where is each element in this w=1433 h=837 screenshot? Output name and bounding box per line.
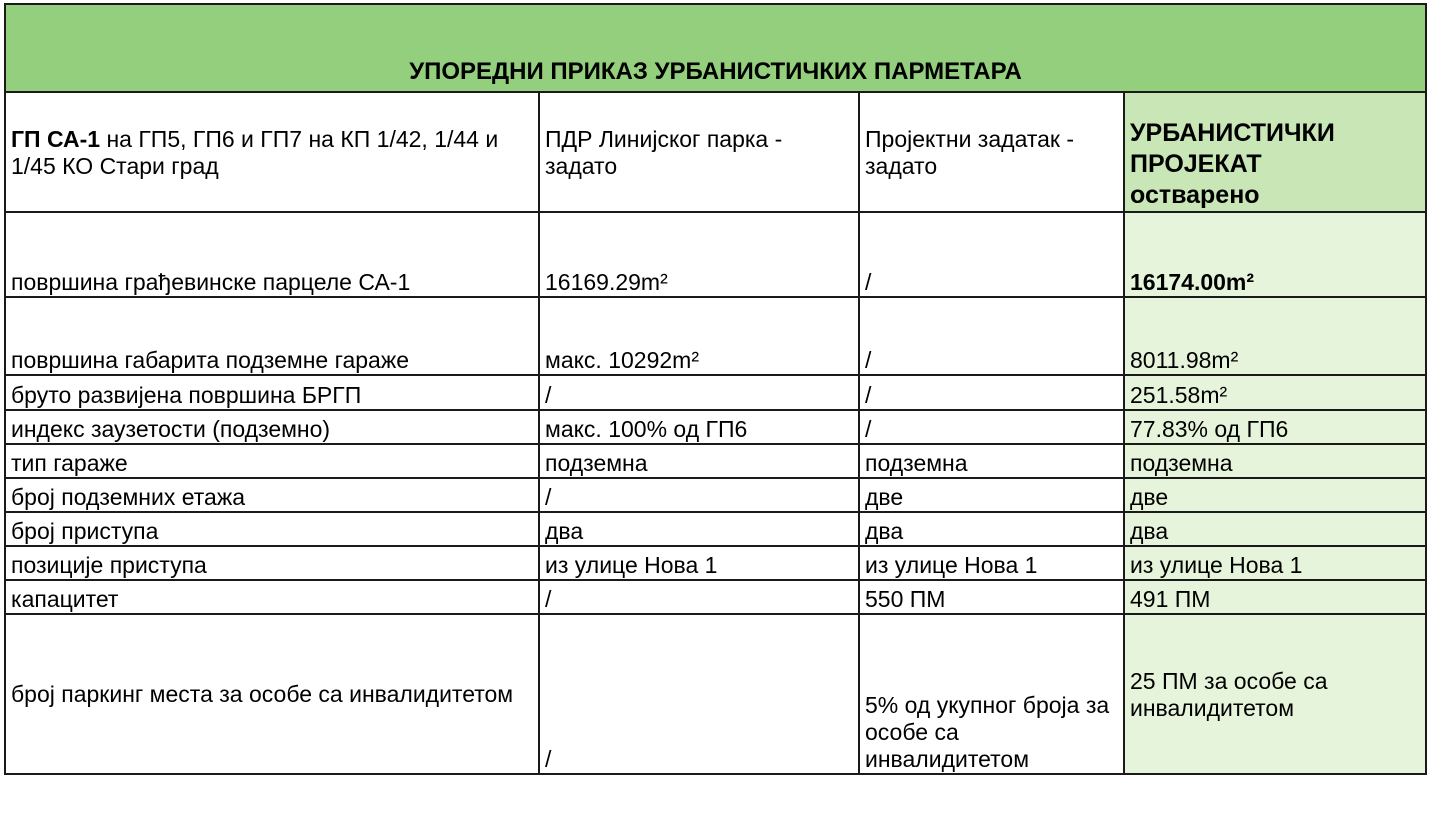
table-row: [5, 614, 1426, 774]
header-parcel-code: ГП СА-1: [11, 125, 101, 152]
row-label: површина габарита подземне гараже: [5, 297, 539, 375]
table-row: [5, 546, 1426, 580]
header-parcel-cell: [5, 92, 539, 212]
table-row: [5, 512, 1426, 546]
row-label: тип гараже: [5, 444, 539, 478]
table-row: [5, 410, 1426, 444]
table-row: [5, 375, 1426, 410]
header-task: Пројектни задатак - задато: [859, 92, 1124, 212]
row-task: /: [859, 297, 1124, 375]
row-label: број паркинг места за особе са инвалидитетом: [5, 614, 539, 774]
row-pdr: 16169.29m²: [539, 212, 859, 297]
row-label: бруто развијена површина БРГП: [5, 375, 539, 410]
row-task: два: [859, 512, 1124, 546]
table-row: [5, 297, 1426, 375]
table-row: [5, 478, 1426, 512]
header-parcel-description: на ГП5, ГП6 и ГП7 на КП 1/42, 1/44 и 1/45 КО Стари град: [11, 125, 499, 179]
row-pdr: макс. 10292m²: [539, 297, 859, 375]
row-pdr: подземна: [539, 444, 859, 478]
row-task: из улице Нова 1: [859, 546, 1124, 580]
row-pdr: из улице Нова 1: [539, 546, 859, 580]
row-result: 25 ПМ за особе са инвалидитетом: [1124, 614, 1426, 774]
row-result: 16174.00m²: [1124, 212, 1426, 297]
row-pdr: /: [539, 580, 859, 614]
row-task: 5% од укупног броја за особе са инвалидитетом: [859, 614, 1124, 774]
row-task: /: [859, 410, 1124, 444]
table-row: [5, 580, 1426, 614]
row-result: два: [1124, 512, 1426, 546]
row-result: подземна: [1124, 444, 1426, 478]
title-row: [5, 4, 1426, 92]
row-label: капацитет: [5, 580, 539, 614]
row-pdr: /: [539, 375, 859, 410]
row-result: 491 ПМ: [1124, 580, 1426, 614]
row-result: из улице Нова 1: [1124, 546, 1426, 580]
header-result-subtitle: остварено: [1130, 181, 1260, 209]
row-task: две: [859, 478, 1124, 512]
row-result: 251.58m²: [1124, 375, 1426, 410]
row-pdr: /: [539, 614, 859, 774]
row-result: 77.83% од ГП6: [1124, 410, 1426, 444]
table-row: [5, 212, 1426, 297]
row-task: 550 ПМ: [859, 580, 1124, 614]
table-title: УПОРЕДНИ ПРИКАЗ УРБАНИСТИЧКИХ ПАРМЕТАРА: [5, 4, 1426, 92]
row-label: индекс заузетости (подземно): [5, 410, 539, 444]
row-pdr: два: [539, 512, 859, 546]
row-result: 8011.98m²: [1124, 297, 1426, 375]
row-pdr: макс. 100% од ГП6: [539, 410, 859, 444]
row-label: површина грађевинске парцеле СА-1: [5, 212, 539, 297]
header-row: [5, 92, 1426, 212]
row-label: број приступа: [5, 512, 539, 546]
row-result: две: [1124, 478, 1426, 512]
header-pdr: ПДР Линијског парка - задато: [539, 92, 859, 212]
row-task: подземна: [859, 444, 1124, 478]
header-result-title: УРБАНИСТИЧКИ ПРОЈЕКАТ: [1130, 119, 1335, 178]
row-pdr: /: [539, 478, 859, 512]
row-label: број подземних етажа: [5, 478, 539, 512]
row-task: /: [859, 375, 1124, 410]
row-label: позиције приступа: [5, 546, 539, 580]
table-row: [5, 444, 1426, 478]
row-task: /: [859, 212, 1124, 297]
header-result-cell: [1124, 92, 1426, 212]
urban-parameters-table: [4, 3, 1427, 775]
